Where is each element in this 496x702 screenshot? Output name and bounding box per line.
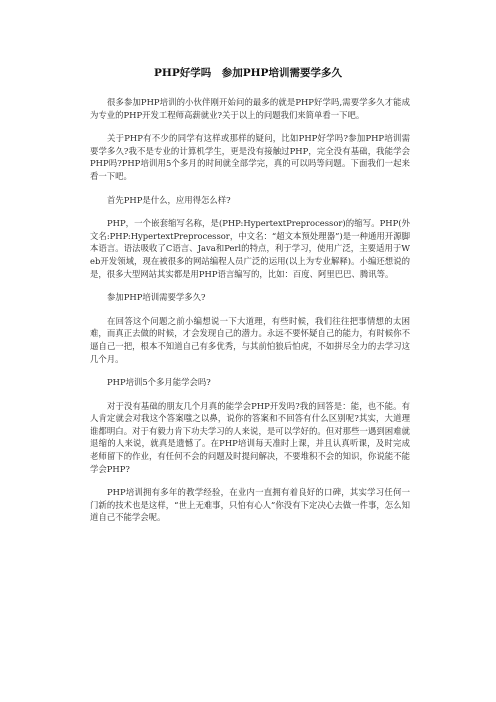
php-definition-paragraph: PHP，一个嵌套缩写名称，是(PHP:HypertextPreprocessor)的缩写。PHP(外文名:PHP:HypertextPreprocessor，中文名：“超文本预处理器”)是一种通用开源脚本语言。语法吸收了C语言、Java和Perl的特点，利于学习，使用广泛，主要适用于Web开发领域，现在被很多的网站编程人员广泛的运用(以上为专业解释)。小编还想说的是，很多大型网站其实都是用PHP语言编写的，比如：百度、阿里巴巴、腾讯等。 bbox=[90, 218, 410, 279]
section-heading-how-long: 参加PHP培训需要学多久? bbox=[107, 292, 206, 303]
closing-paragraph: PHP培训拥有多年的教学经验，在业内一直拥有着良好的口碑，其实学习任何一门新的技术也是这样，“世上无难事，只怕有心人”你没有下定决心去做一件事，怎么知道自己不能学会呢。 bbox=[90, 487, 410, 523]
questions-paragraph: 关于PHP有不少的同学有这样或那样的疑问，比如PHP好学吗?参加PHP培训需要学多久?我不是专业的计算机学生，更是没有接触过PHP，完全没有基础，我能学会PHP吗?PHP培训用5个多月的时间就全部学完，真的可以吗等问题。下面我们一起来看一下吧。 bbox=[90, 133, 410, 181]
answer-paragraph: 对于没有基础的朋友几个月真的能学会PHP开发吗?我的回答是：能，也不能。有人肯定就会对我这个答案嗤之以鼻，说你的答案和不回答有什么区别呢?其实，大道理谁都明白。对于有毅力肯下功夫学习的人来说，是可以学好的。但对那些一遇到困难就退缩的人来说，就真是遗憾了。在PHP培训每天准时上课，并且认真听课，及时完成老师留下的作业，有任何不会的问题及时提问解决，不要堆积不会的知识，你说能不能学会PHP? bbox=[90, 400, 410, 474]
document-body bbox=[90, 96, 410, 535]
section-heading-what-is-php: 首先PHP是什么，应用得怎么样? bbox=[107, 194, 231, 205]
motivation-paragraph: 在回答这个问题之前小编想说一下大道理，有些时候，我们往往把事情想的太困难，而真正去做的时候，才会发现自己的潜力。永远不要怀疑自己的能力，有时候你不逼自己一把，根本不知道自己有多优秀，与其前怕狼后怕虎，不如拼尽全力的去学习这几个月。 bbox=[90, 315, 410, 364]
section-heading-five-months: PHP培训5个多月能学会吗? bbox=[107, 377, 211, 388]
document-title: PHP好学吗 参加PHP培训需要学多久 bbox=[154, 67, 342, 79]
intro-paragraph: 很多参加PHP培训的小伙伴刚开始问的最多的就是PHP好学吗,需要学多久才能成为专业的PHP开发工程师高薪就业?关于以上的问题我们来简单看一下吧。 bbox=[90, 97, 410, 120]
